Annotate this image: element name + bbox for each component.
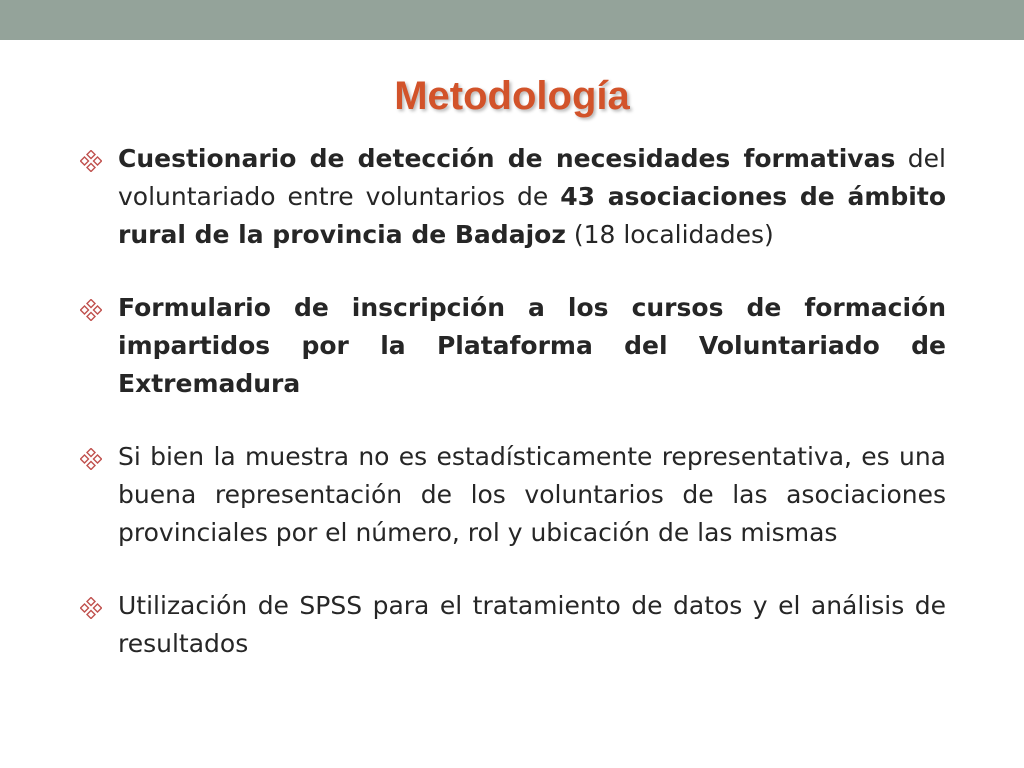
bold-segment: Formulario de inscripción a los cursos de formación impartidos por la Plataforma del Voluntariado de Extremadura — [118, 293, 946, 398]
bullet-list — [80, 140, 946, 698]
bullet-text — [118, 144, 946, 249]
text-segment: (18 localidades) — [565, 220, 774, 249]
diamond-bullet-icon — [80, 448, 102, 470]
bold-segment: 43 asociaciones de ámbito rural de la provincia de Badajoz — [118, 182, 946, 249]
text-segment: Utilización de SPSS para el tratamiento de datos y el análisis de resultados — [118, 591, 946, 658]
bullet-item — [80, 587, 946, 663]
bullet-text — [118, 442, 946, 547]
bullet-item — [80, 438, 946, 552]
text-segment: del voluntariado entre voluntarios de — [118, 144, 946, 211]
diamond-bullet-icon — [80, 150, 102, 172]
top-accent-bar — [0, 0, 1024, 40]
diamond-bullet-icon — [80, 597, 102, 619]
slide-title: Metodología — [394, 74, 630, 118]
bold-segment: Cuestionario de detección de necesidades formativas — [118, 144, 896, 173]
diamond-bullet-icon — [80, 299, 102, 321]
bullet-text — [118, 591, 946, 658]
bullet-item — [80, 140, 946, 254]
text-segment: Si bien la muestra no es estadísticamente representativa, es una buena representación de los voluntarios de las asociaciones provinciales por el número, rol y ubicación de las mismas — [118, 442, 946, 547]
bullet-item — [80, 289, 946, 403]
bullet-text — [118, 293, 946, 398]
